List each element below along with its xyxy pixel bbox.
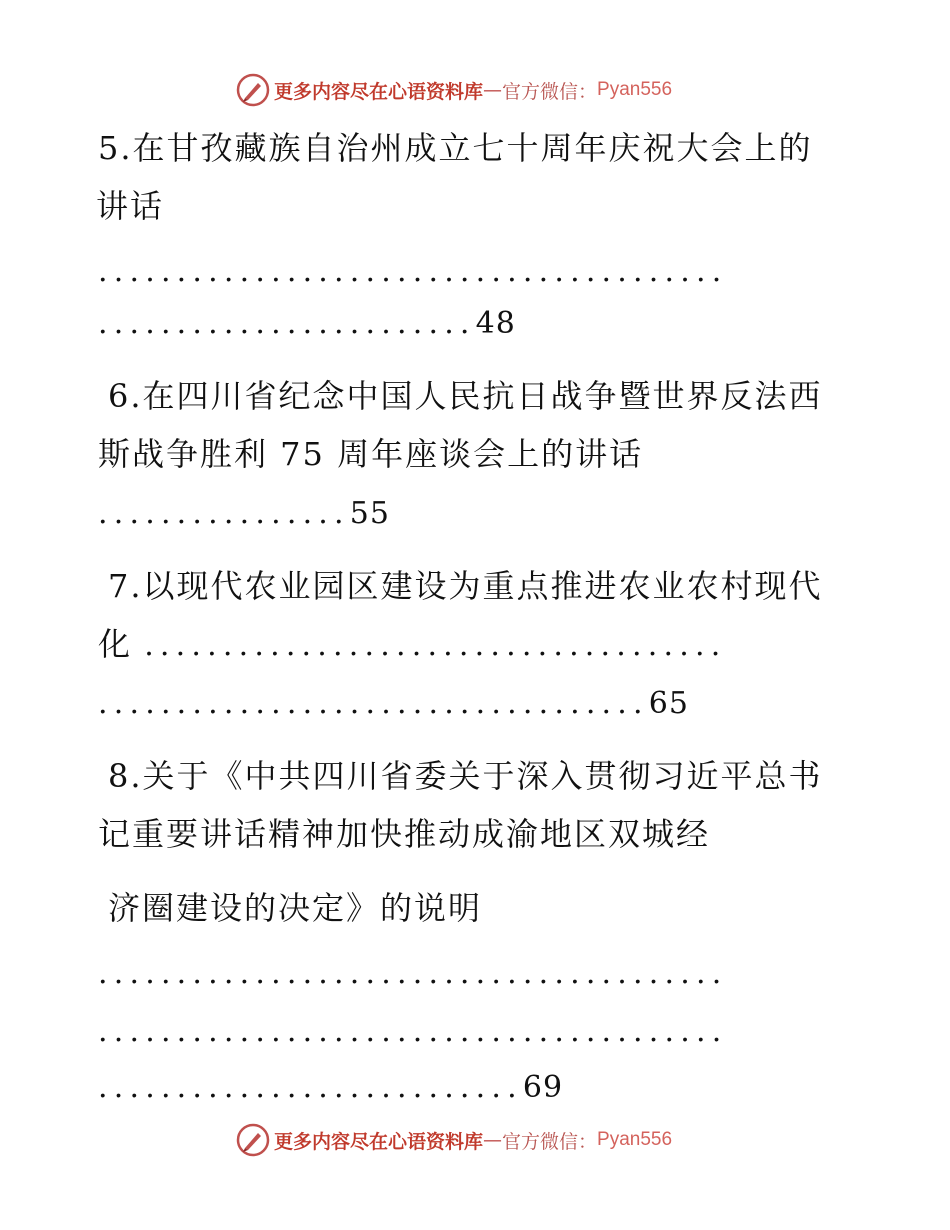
- toc-entry-6-last-line[interactable]: [98, 492, 858, 532]
- toc-entry-8-last-line[interactable]: [98, 1066, 858, 1106]
- toc-entry-6-title-line1[interactable]: 6.在四川省纪念中国人民抗日战争暨世界反法西: [108, 377, 823, 415]
- toc-entry-8-page-number: 69: [522, 1070, 564, 1105]
- toc-entry-8-title-line1[interactable]: 8.关于《中共四川省委关于深入贯彻习近平总书: [108, 757, 823, 795]
- toc-entry-8-title-line3[interactable]: 济圈建设的决定》的说明: [108, 889, 483, 927]
- pen-logo-icon: [236, 1123, 270, 1157]
- toc-entry-7-title-line2-row[interactable]: [98, 624, 858, 664]
- banner-brand: 更多内容尽在心语资料库: [274, 80, 484, 103]
- toc-entry-7-last-line[interactable]: [98, 682, 858, 722]
- toc-entry-7-title-line1[interactable]: 7.以现代农业园区建设为重点推进农业农村现代: [108, 567, 823, 605]
- toc-entry-5-page-number: 48: [475, 306, 516, 341]
- toc-entry-5-leader-line1: ........................................: [98, 254, 728, 289]
- toc-entry-5-leader-line2: ........................: [98, 306, 476, 341]
- banner-account: Pyan556: [597, 1129, 673, 1150]
- banner-contact-label: 官方微信：: [502, 80, 598, 103]
- toc-entry-7-title-line2: 化: [98, 625, 133, 663]
- toc-entry-8-title-line2[interactable]: 记重要讲话精神加快推动成渝地区双城经: [98, 815, 711, 853]
- toc-entry-8-leader-line1: ........................................: [98, 956, 728, 991]
- banner-contact-label: 官方微信：: [502, 1130, 598, 1153]
- toc-entry-7-page-number: 65: [648, 686, 689, 721]
- toc-entry-5-title-line1[interactable]: 5.在甘孜藏族自治州成立七十周年庆祝大会上的: [98, 129, 813, 167]
- toc-entry-8-leader-line3: ...........................: [98, 1070, 523, 1105]
- banner-dash: —: [483, 1129, 503, 1151]
- toc-entry-6-title-line2[interactable]: 斯战争胜利 75 周年座谈会上的讲话: [98, 435, 644, 473]
- banner-brand: 更多内容尽在心语资料库: [274, 1130, 484, 1153]
- toc-entry-6-page-number: 55: [349, 496, 390, 531]
- toc-entry-7-leader-line2: ...................................: [98, 686, 649, 721]
- footer-banner: [236, 1122, 672, 1158]
- banner-account: Pyan556: [597, 79, 673, 100]
- toc-entry-8-leader-line2: ........................................: [98, 1014, 728, 1049]
- banner-dash: —: [483, 79, 503, 101]
- toc-entry-7-leader-line1: .....................................: [144, 628, 727, 663]
- toc-entry-6-leader-line1: ................: [98, 496, 350, 531]
- toc-entry-5-title-line2[interactable]: 讲话: [96, 187, 165, 225]
- toc-entry-5-last-line[interactable]: [98, 302, 858, 342]
